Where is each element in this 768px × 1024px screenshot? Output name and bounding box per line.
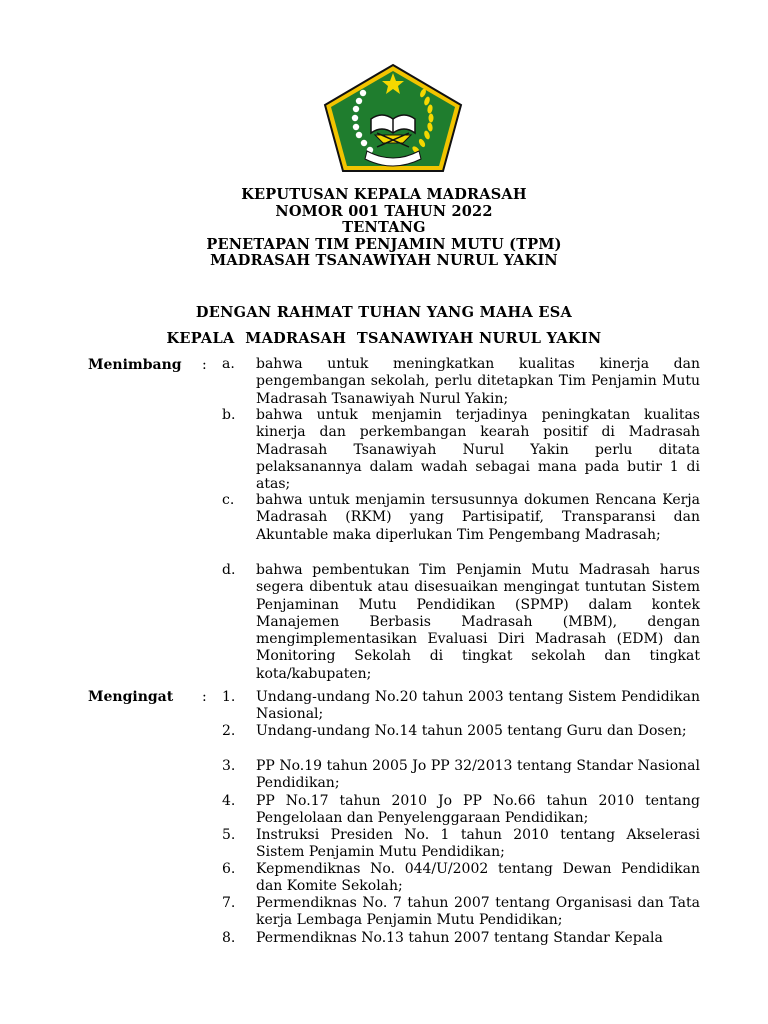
title-line-5: MADRASAH TSANAWIYAH NURUL YAKIN: [210, 252, 558, 269]
mengingat-item-2: [222, 723, 700, 740]
mengingat-item-8: [222, 930, 700, 947]
item-marker: c.: [222, 492, 235, 508]
mengingat-item-4: [222, 793, 700, 828]
authority-heading: KEPALA MADRASAH TSANAWIYAH NURUL YAKIN: [166, 330, 602, 347]
item-marker: 5.: [222, 827, 236, 843]
menimbang-item-b: [222, 407, 700, 493]
item-marker: 8.: [222, 930, 236, 946]
item-text: PP No.17 tahun 2010 Jo PP No.66 tahun 2010 tentang Pengelolaan dan Penyelenggaraan Pendidikan;: [256, 793, 700, 827]
item-text: bahwa untuk menjamin terjadinya peningkatan kualitas kinerja dan perkembangan kearah positif di Madrasah Madrasah Tsanawiyah Nurul Yakin perlu ditata pelaksanannya dalam wadah sebagai mana pada butir 1 di atas;: [256, 407, 700, 493]
document-title: [0, 187, 768, 270]
title-line-3: TENTANG: [342, 219, 426, 236]
preamble: DENGAN RAHMAT TUHAN YANG MAHA ESA: [195, 304, 573, 321]
item-text: bahwa untuk menjamin tersusunnya dokumen Rencana Kerja Madrasah (RKM) yang Partisipatif, Transparansi dan Akuntable maka diperlukan Tim Pengembang Madrasah;: [256, 492, 700, 543]
menimbang-label: Menimbang: [88, 357, 182, 373]
mengingat-item-1: [222, 689, 700, 724]
menimbang-item-c: [222, 492, 700, 544]
mengingat-item-3: [222, 758, 700, 793]
menimbang-item-a: [222, 356, 700, 408]
kemenag-logo: [323, 63, 463, 173]
menimbang-colon: :: [202, 357, 207, 373]
title-line-4: PENETAPAN TIM PENJAMIN MUTU (TPM): [206, 235, 562, 253]
item-marker: 6.: [222, 861, 236, 877]
item-text: Undang-undang No.14 tahun 2005 tentang Guru dan Dosen;: [256, 723, 687, 739]
title-line-1: KEPUTUSAN KEPALA MADRASAH: [241, 186, 527, 203]
item-text: Kepmendiknas No. 044/U/2002 tentang Dewan Pendidikan dan Komite Sekolah;: [256, 861, 700, 895]
mengingat-item-6: [222, 861, 700, 896]
item-text: bahwa untuk meningkatkan kualitas kinerja dan pengembangan sekolah, perlu ditetapkan Tim Penjamin Mutu Madrasah Tsanawiyah Nurul Yakin;: [256, 356, 700, 407]
item-text: bahwa pembentukan Tim Penjamin Mutu Madrasah harus segera dibentuk atau disesuaikan mengingat tuntutan Sistem Penjaminan Mutu Pendidikan (SPMP) dalam kontek Manajemen Berbasis Madrasah (MBM), dengan mengimplementasikan Evaluasi Diri Madrasah (EDM) dan Monitoring Sekolah di tingkat sekolah dan tingkat kota/kabupaten;: [256, 562, 700, 682]
item-marker: 4.: [222, 793, 236, 809]
item-marker: 7.: [222, 895, 236, 911]
item-marker: b.: [222, 407, 236, 423]
menimbang-item-d: [222, 562, 700, 683]
title-line-2: NOMOR 001 TAHUN 2022: [275, 202, 493, 220]
item-text: Instruksi Presiden No. 1 tahun 2010 tentang Akselerasi Sistem Penjamin Mutu Pendidikan;: [256, 827, 700, 861]
item-text: PP No.19 tahun 2005 Jo PP 32/2013 tentang Standar Nasional Pendidikan;: [256, 758, 700, 792]
item-marker: a.: [222, 356, 235, 372]
item-marker: 3.: [222, 758, 236, 774]
mengingat-item-7: [222, 895, 700, 930]
mengingat-label: Mengingat: [88, 689, 174, 705]
mengingat-item-5: [222, 827, 700, 862]
item-marker: d.: [222, 562, 236, 578]
item-text: Permendiknas No. 7 tahun 2007 tentang Organisasi dan Tata kerja Lembaga Penjamin Mutu Pendidikan;: [256, 895, 700, 929]
item-marker: 1.: [222, 689, 236, 705]
mengingat-colon: :: [202, 689, 207, 705]
item-text: Permendiknas No.13 tahun 2007 tentang Standar Kepala: [256, 930, 663, 946]
item-text: Undang-undang No.20 tahun 2003 tentang Sistem Pendidikan Nasional;: [256, 689, 700, 723]
item-marker: 2.: [222, 723, 236, 739]
